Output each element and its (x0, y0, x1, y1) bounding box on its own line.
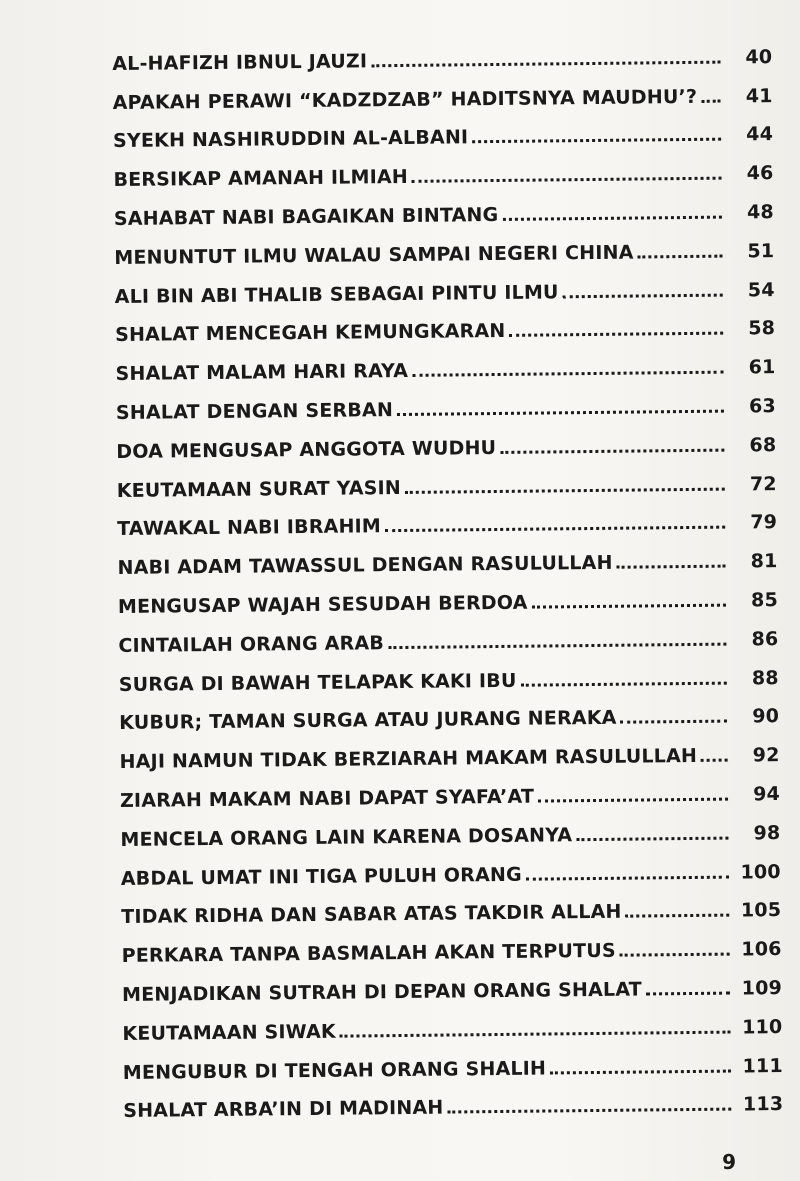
dot-leader (502, 216, 722, 221)
toc-entry-page: 46 (746, 162, 774, 185)
toc-entry-title: CINTAILAH ORANG ARAB (118, 631, 385, 657)
dot-leader (576, 836, 728, 841)
toc-entry-title: KUBUR; TAMAN SURGA ATAU JURANG NERAKA (119, 707, 617, 735)
toc-entry-title: DOA MENGUSAP ANGGOTA WUDHU (116, 436, 497, 463)
toc-entry-title: TAWAKAL NABI IBRAHIM (117, 515, 382, 541)
dot-leader (538, 798, 728, 803)
toc-entry (112, 68, 772, 114)
toc-entry-title: BERSIKAP AMANAH ILMIAH (113, 166, 409, 192)
dot-leader (385, 526, 725, 533)
toc-entry-page: 79 (750, 511, 778, 534)
dot-leader (563, 293, 723, 298)
toc-entry-title: SHALAT ARBA’IN DI MADINAH (123, 1096, 444, 1123)
toc-entry-title: MENGUBUR DI TENGAH ORANG SHALIH (122, 1057, 547, 1084)
dot-leader (617, 565, 726, 569)
toc-entry-page: 85 (750, 589, 779, 612)
toc-entry-page: 113 (742, 1093, 784, 1116)
dot-leader (388, 642, 726, 649)
dot-leader (621, 720, 728, 724)
dot-leader (371, 60, 720, 67)
dot-leader (509, 332, 723, 337)
toc-entry-page: 106 (741, 938, 782, 961)
table-of-contents (112, 29, 783, 1122)
dot-leader (532, 604, 726, 609)
toc-entry-page: 92 (752, 744, 780, 767)
toc-entry-page: 94 (753, 782, 781, 806)
toc-entry (119, 727, 779, 773)
dot-leader (550, 1069, 731, 1074)
toc-entry-title: ALI BIN ABI THALIB SEBAGAI PINTU ILMU (114, 280, 559, 308)
toc-entry-page: 105 (740, 899, 782, 922)
toc-entry-page: 109 (741, 976, 783, 1000)
dot-leader (526, 875, 729, 880)
toc-entry-page: 81 (750, 550, 778, 573)
dot-leader (340, 1030, 731, 1037)
toc-entry-title: KEUTAMAAN SIWAK (122, 1020, 337, 1045)
dot-leader (412, 177, 722, 183)
dot-leader (638, 254, 723, 258)
toc-entry-page: 88 (751, 666, 779, 689)
page-number: 9 (722, 1150, 736, 1174)
toc-entry-title: APAKAH PERAWI “KADZDZAB” HADITSNYA MAUDHU’? (112, 85, 698, 114)
toc-entry-page: 61 (748, 356, 776, 379)
dot-leader (626, 914, 730, 918)
dot-leader (620, 953, 730, 957)
toc-entry-page: 58 (748, 317, 776, 340)
dot-leader (405, 487, 725, 493)
toc-entry-page: 100 (740, 860, 781, 883)
dot-leader (472, 138, 721, 144)
toc-entry-title: MENCELA ORANG LAIN KARENA DOSANYA (120, 823, 573, 851)
dot-leader (500, 448, 724, 453)
toc-entry-title: SURGA DI BAWAH TELAPAK KAKI IBU (118, 669, 517, 696)
toc-entry-title: SHALAT DENGAN SERBAN (115, 399, 394, 424)
toc-entry-page: 44 (746, 123, 774, 146)
toc-entry-title: ABDAL UMAT INI TIGA PULUH ORANG (120, 863, 522, 890)
toc-entry-title: TIDAK RIDHA DAN SABAR ATAS TAKDIR ALLAH (121, 901, 622, 929)
toc-entry-page: 110 (742, 1015, 783, 1039)
toc-entry-page: 98 (753, 821, 781, 845)
toc-entry (123, 1077, 783, 1123)
dot-leader (447, 1108, 731, 1114)
dot-leader (397, 410, 724, 416)
toc-entry-title: KEUTAMAAN SURAT YASIN (116, 476, 402, 502)
toc-entry-page: 86 (751, 627, 779, 651)
toc-entry-title: AL-HAFIZH IBNUL JAUZI (112, 50, 368, 75)
toc-entry-page: 54 (747, 278, 775, 301)
toc-entry-page: 40 (745, 45, 773, 69)
toc-entry-title: MENGUSAP WAJAH SESUDAH BERDOA (117, 591, 528, 618)
toc-entry-page: 68 (749, 433, 777, 457)
toc-entry-page: 51 (747, 239, 775, 263)
dot-leader (521, 681, 727, 686)
dot-leader (701, 99, 721, 102)
toc-entry-page: 72 (749, 472, 777, 495)
toc-entry-page: 48 (746, 201, 774, 224)
toc-entry-page: 90 (752, 705, 780, 728)
toc-entry-title: SHALAT MALAM HARI RAYA (115, 360, 409, 386)
toc-entry-page: 111 (742, 1054, 783, 1077)
toc-entry-title: ZIARAH MAKAM NABI DAPAT SYAFA’AT (119, 785, 535, 812)
toc-entry-page: 41 (745, 84, 773, 107)
toc-entry-title: NABI ADAM TAWASSUL DENGAN RASULULLAH (117, 551, 613, 580)
dot-leader (701, 759, 728, 762)
toc-entry-title: SHALAT MENCEGAH KEMUNGKARAN (115, 320, 506, 347)
toc-entry-page: 63 (748, 395, 777, 418)
toc-entry-title: PERKARA TANPA BASMALAH AKAN TERPUTUS (121, 939, 616, 968)
toc-entry-title: MENJADIKAN SUTRAH DI DEPAN ORANG SHALAT (121, 978, 643, 1006)
toc-entry-title: SAHABAT NABI BAGAIKAN BINTANG (113, 203, 499, 230)
toc-entry-title: SYEKH NASHIRUDDIN AL-ALBANI (112, 126, 469, 153)
dot-leader (646, 992, 730, 996)
dot-leader (412, 371, 723, 377)
toc-entry-title: HAJI NAMUN TIDAK BERZIARAH MAKAM RASULULLAH (119, 745, 698, 774)
toc-entry-title: MENUNTUT ILMU WALAU SAMPAI NEGERI CHINA (114, 241, 634, 269)
